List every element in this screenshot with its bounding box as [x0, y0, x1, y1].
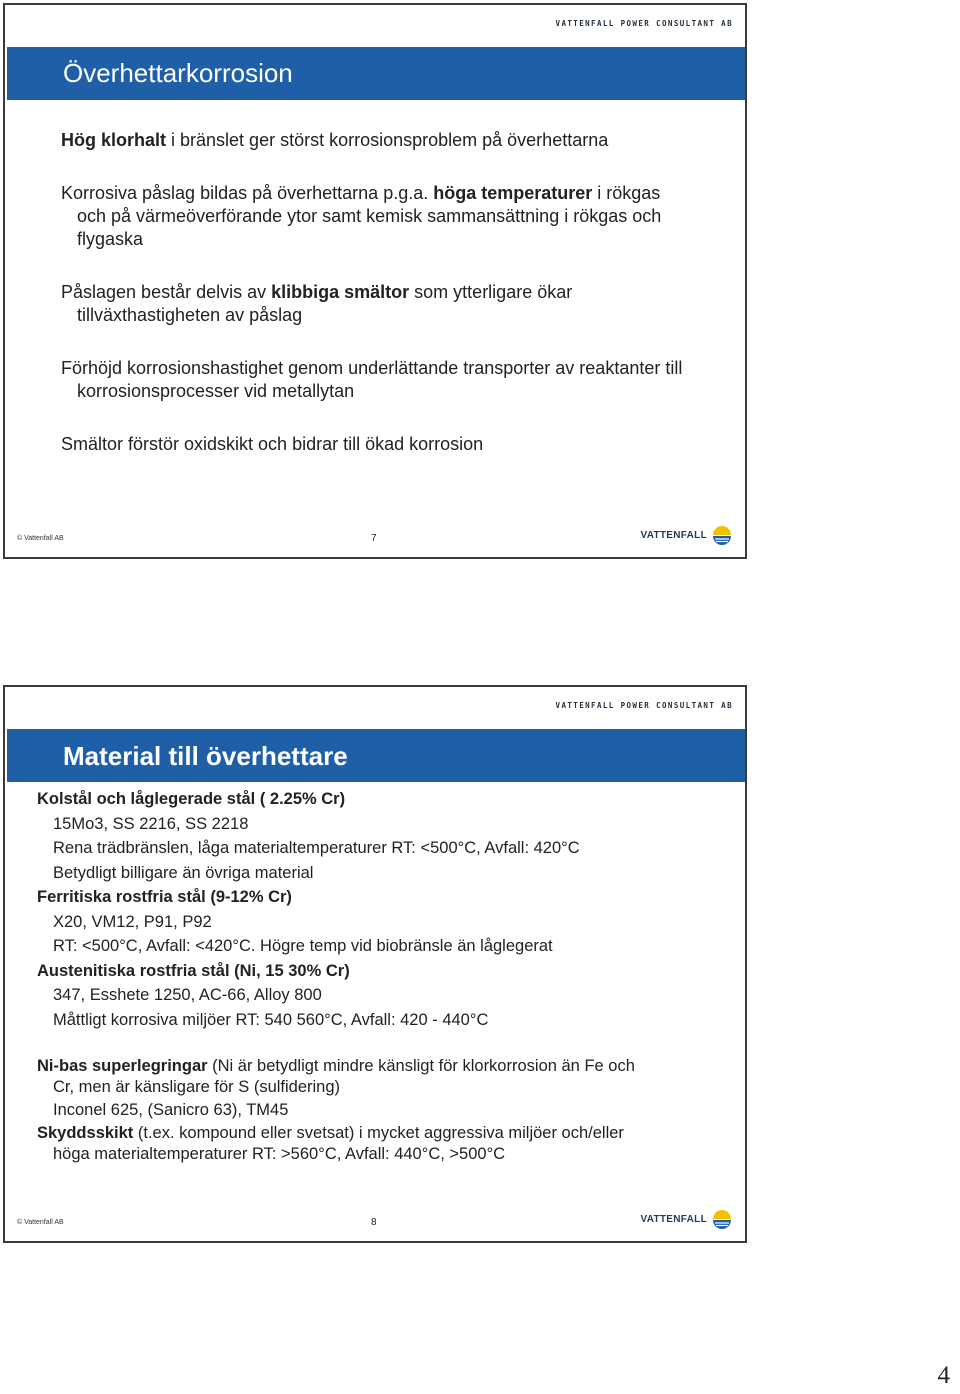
bullet-item: Hög klorhalt i bränslet ger störst korrosionsproblem på överhettarna	[61, 130, 609, 150]
copyright: © Vattenfall AB	[17, 1219, 64, 1226]
bullet-item: Påslagen består delvis av klibbiga smältor som ytterligare ökar tillväxthastigheten av påslag	[61, 282, 573, 325]
slide-number: 8	[371, 1217, 377, 1228]
slide-number: 7	[371, 533, 377, 544]
bullet-item: Smältor förstör oxidskikt och bidrar till ökad korrosion	[61, 434, 484, 454]
company-name: VATTENFALL POWER CONSULTANT AB	[555, 701, 733, 710]
group-heading: Austenitiska rostfria stål (Ni, 15 30% Cr)	[37, 961, 350, 980]
nibas-block: Ni-bas superlegringar (Ni är betydligt mindre känsligt för klorkorrosion än Fe och Cr, men är känsligare för S (sulfidering)	[37, 1057, 635, 1096]
document-page-number: 4	[937, 1362, 950, 1389]
vattenfall-logo: VATTENFALL	[640, 523, 733, 547]
group-item: 347, Esshete 1250, AC-66, Alloy 800	[53, 986, 322, 1004]
copyright: © Vattenfall AB	[17, 535, 64, 542]
slide-title: Överhettarkorrosion	[63, 58, 293, 88]
bullet-item: Förhöjd korrosionshastighet genom underlättande transporter av reaktanter till korrosionsprocesser vid metallytan	[61, 358, 683, 401]
company-name: VATTENFALL POWER CONSULTANT AB	[555, 19, 733, 28]
group-item: Inconel 625, (Sanicro 63), TM45	[53, 1101, 289, 1119]
bullet-item: Korrosiva påslag bildas på överhettarna p.g.a. höga temperaturer i rökgas och på värmeöverförande ytor samt kemisk sammansättning i rökgas och flygaska	[61, 183, 662, 249]
vattenfall-logo: VATTENFALL	[640, 1207, 733, 1231]
bullet-list	[61, 129, 689, 486]
group-item: RT: <500°C, Avfall: <420°C. Högre temp vid biobränsle än låglegerat	[53, 937, 553, 955]
slide-8	[3, 685, 747, 1243]
slide-title: Material till överhettare	[63, 741, 348, 771]
group-item: Måttligt korrosiva miljöer RT: 540 560°C, Avfall: 420 - 440°C	[53, 1010, 489, 1029]
group-item: Rena trädbränslen, låga materialtemperaturer RT: <500°C, Avfall: 420°C	[53, 839, 580, 857]
group-item: Betydligt billigare än övriga material	[53, 863, 314, 882]
group-heading: Ferritiska rostfria stål (9-12% Cr)	[37, 888, 292, 906]
vattenfall-logo-icon	[711, 1208, 733, 1230]
slide-7	[3, 3, 747, 559]
title-bar	[7, 47, 745, 100]
group-item: 15Mo3, SS 2216, SS 2218	[53, 814, 249, 833]
material-list	[37, 787, 725, 1165]
group-item: X20, VM12, P91, P92	[53, 912, 212, 931]
vattenfall-logo-icon	[711, 524, 733, 546]
group-heading: Kolstål och låglegerade stål ( 2.25% Cr)	[37, 790, 346, 808]
title-bar	[7, 729, 745, 782]
skyddsskikt-block: Skyddsskikt (t.ex. kompound eller svetsat) i mycket aggressiva miljöer och/eller höga materialtemperaturer RT: >560°C, Avfall: 440°C, >500°C	[37, 1123, 624, 1163]
